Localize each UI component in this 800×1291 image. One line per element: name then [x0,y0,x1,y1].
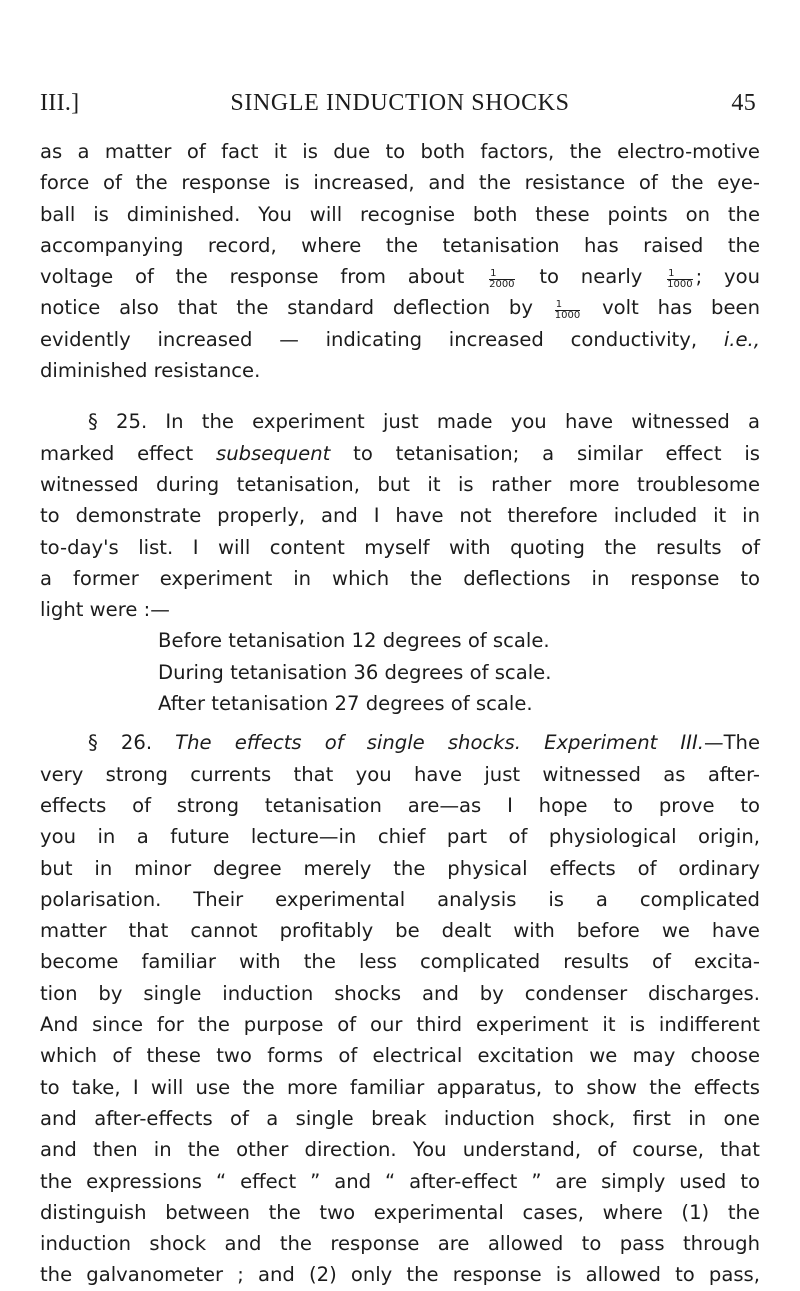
result-line: After tetanisation 27 degrees of scale. [158,692,533,716]
text-line: to-day's list. I will content myself with quoting the results of [40,535,760,559]
text-line: accompanying record, where the tetanisation has raised the [40,233,760,257]
text-line: polarisation. Their experimental analysis is a complicated [40,887,760,911]
section-26-heading: § 26. The effects of single shocks. Experiment III.—The [88,731,761,755]
result-line: Before tetanisation 12 degrees of scale. [158,629,550,653]
fraction: $\frac{1}{1000}$ [554,299,581,322]
chapter-number: III.] [40,90,80,116]
fraction: $\frac{1}{2000}$ [489,268,515,291]
text-line: marked effect subsequent to tetanisation; a similar effect is [40,441,760,465]
page-number: 45 [731,90,756,116]
result-line: During tetanisation 36 degrees of scale. [158,660,552,684]
text-line: become familiar with the less complicated results of excita- [40,950,760,974]
text-line: effects of strong tetanisation are—as I hope to prove to [40,793,760,817]
body-text [40,136,760,1291]
text-line: matter that cannot profitably be dealt with before we have [40,919,760,943]
text-line: evidently increased — indicating increased conductivity, i.e., [40,327,760,351]
text-line: a former experiment in which the deflections in response to [40,566,760,590]
running-header [0,84,800,118]
text-line: but in minor degree merely the physical effects of ordinary [40,856,760,880]
text-line: to demonstrate properly, and I have not therefore included it in [40,504,760,528]
text-line: distinguish between the two experimental cases, where (1) the [40,1200,760,1224]
text-line: force of the response is increased, and the resistance of the eye- [40,171,760,195]
running-title: SINGLE INDUCTION SHOCKS [230,90,570,116]
text-line: the expressions “ effect ” and “ after-effect ” are simply used to [40,1169,760,1193]
text-line: diminished resistance. [40,359,261,383]
text-line-with-fraction: notice also that the standard deflection by $\frac{1}{1000}$ volt has been [40,296,761,322]
text-line: induction shock and the response are allowed to pass through [40,1232,760,1256]
text-line: witnessed during tetanisation, but it is rather more troublesome [40,472,760,496]
text-line: and after-effects of a single break induction shock, first in one [40,1106,760,1130]
text-line: you in a future lecture—in chief part of physiological origin, [40,825,760,849]
fraction: $\frac{1}{1000}$ [667,268,693,291]
section-25-start: § 25. In the experiment just made you have witnessed a [88,410,760,434]
text-line: the galvanometer ; and (2) only the response is allowed to pass, [40,1263,760,1287]
text-line: very strong currents that you have just witnessed as after- [40,762,760,786]
text-line: and then in the other direction. You understand, of course, that [40,1138,760,1162]
text-line: to take, I will use the more familiar apparatus, to show the effects [40,1075,760,1099]
text-line: And since for the purpose of our third experiment it is indifferent [40,1013,760,1037]
text-line: tion by single induction shocks and by condenser discharges. [40,981,760,1005]
text-line-with-fractions: voltage of the response from about $\frac{1}{2000}$ to nearly $\frac{1}{1000}$ ; you [40,265,761,291]
text-line: ball is diminished. You will recognise both these points on the [40,202,760,226]
text-line: light were :— [40,598,170,622]
text-line: which of these two forms of electrical excitation we may choose [40,1044,760,1068]
text-line: as a matter of fact it is due to both factors, the electro-motive [40,140,760,163]
